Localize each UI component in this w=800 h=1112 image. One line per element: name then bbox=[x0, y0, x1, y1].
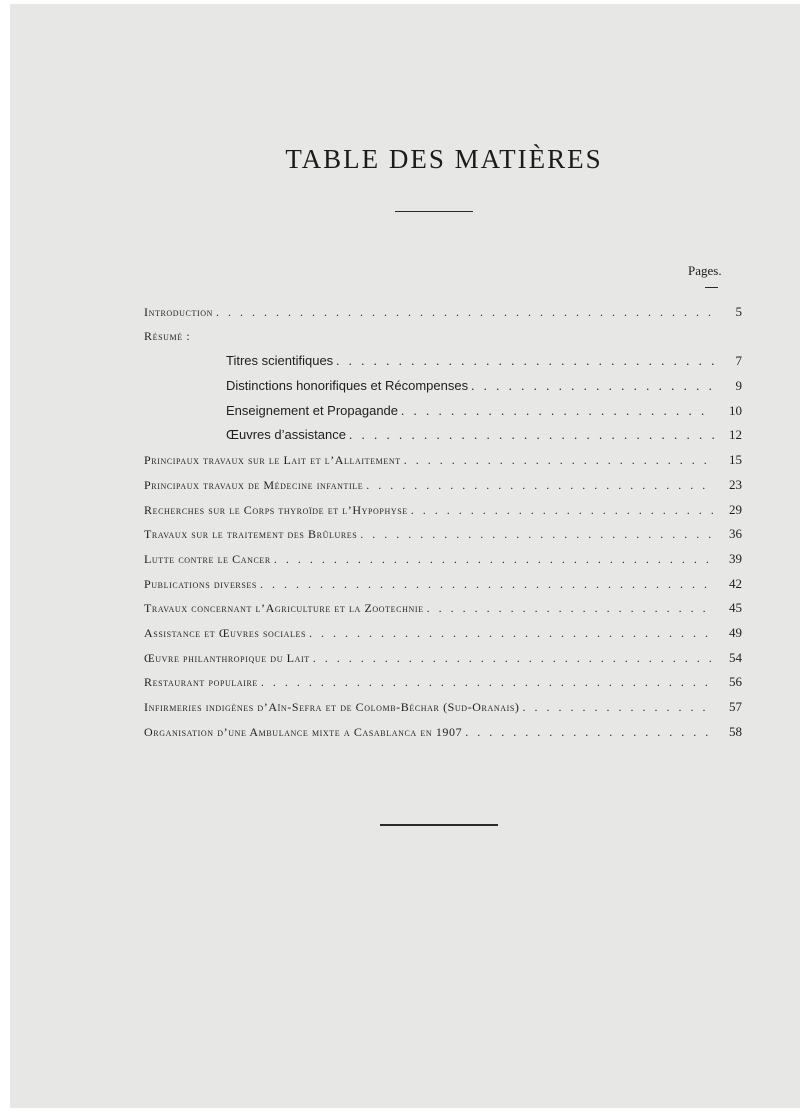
bottom-divider bbox=[380, 824, 498, 826]
dot-leader bbox=[465, 725, 714, 740]
dot-leader bbox=[313, 651, 714, 666]
toc-entry-label: Principaux travaux de Médecine infantile bbox=[144, 477, 364, 492]
toc-entry-distinctions[interactable] bbox=[144, 378, 742, 403]
toc-entry-page: 45 bbox=[729, 600, 742, 616]
dot-leader bbox=[360, 527, 714, 542]
dot-leader bbox=[216, 305, 714, 320]
toc-entry-page: 58 bbox=[729, 723, 742, 739]
toc-entry-label: Assistance et Œuvres sociales bbox=[144, 625, 306, 640]
toc-entry-page: 36 bbox=[729, 526, 742, 542]
toc-entry-label: Publications diverses bbox=[144, 576, 257, 591]
toc-entry-page: 12 bbox=[729, 427, 742, 443]
toc-entry-page: 9 bbox=[735, 378, 742, 394]
toc-entry-page: 29 bbox=[729, 501, 742, 517]
table-of-contents bbox=[144, 304, 742, 748]
title-divider bbox=[395, 211, 473, 212]
dot-leader bbox=[261, 675, 714, 690]
toc-entry-label: Infirmeries indigènes d’Aïn-Sefra et de Colomb-Béchar (Sud-Oranais) bbox=[144, 700, 520, 714]
toc-entry-restaurant[interactable] bbox=[144, 674, 742, 699]
toc-entry-page: 39 bbox=[729, 550, 742, 566]
dot-leader bbox=[336, 353, 714, 369]
toc-entry-brulures[interactable] bbox=[144, 526, 742, 551]
toc-entry-label: Principaux travaux sur le Lait et l’Allaitement bbox=[144, 453, 401, 468]
toc-entry-label: Travaux concernant l’Agriculture et la Zootechnie bbox=[144, 601, 424, 616]
dot-leader bbox=[260, 577, 714, 592]
toc-entry-medecine-infantile[interactable] bbox=[144, 477, 742, 502]
dot-leader bbox=[401, 403, 714, 419]
toc-entry-page: 7 bbox=[735, 353, 742, 369]
toc-entry-lait-allaitement[interactable] bbox=[144, 452, 742, 477]
dot-leader bbox=[366, 478, 714, 493]
pages-header-underline bbox=[705, 287, 718, 288]
toc-entry-titres-scientifiques[interactable] bbox=[144, 353, 742, 378]
toc-entry-label: Œuvres d’assistance bbox=[226, 427, 346, 443]
toc-entry-label: Organisation d’une Ambulance mixte a Casablanca en 1907 bbox=[144, 724, 463, 739]
toc-entry-enseignement[interactable] bbox=[144, 403, 742, 428]
toc-entry-label: Titres scientifiques bbox=[226, 353, 334, 369]
toc-entry-page: 57 bbox=[729, 699, 742, 714]
dot-leader bbox=[411, 503, 714, 518]
toc-entry-cancer[interactable] bbox=[144, 551, 742, 576]
toc-entry-page: 54 bbox=[729, 649, 742, 665]
toc-entry-page: 56 bbox=[729, 674, 742, 690]
toc-entry-introduction[interactable] bbox=[144, 304, 742, 329]
toc-entry-oeuvre-lait[interactable] bbox=[144, 650, 742, 675]
toc-entry-page: 10 bbox=[729, 402, 742, 418]
toc-entry-oeuvres-assistance[interactable] bbox=[144, 427, 742, 452]
dot-leader bbox=[427, 601, 714, 616]
toc-entry-label: Résumé : bbox=[144, 328, 191, 343]
toc-entry-label: Distinctions honorifiques et Récompenses bbox=[226, 378, 469, 394]
toc-entry-page: 5 bbox=[735, 304, 742, 319]
dot-leader bbox=[471, 378, 714, 394]
pages-column-header: Pages. bbox=[688, 263, 722, 278]
toc-entry-label: Introduction bbox=[144, 305, 213, 319]
dot-leader bbox=[274, 552, 714, 567]
toc-entry-label: Lutte contre le Cancer bbox=[144, 551, 271, 566]
dot-leader bbox=[309, 626, 714, 641]
toc-entry-label: Restaurant populaire bbox=[144, 675, 258, 690]
toc-entry-label: Œuvre philanthropique du Lait bbox=[144, 650, 310, 665]
toc-entry-page: 42 bbox=[729, 575, 742, 591]
dot-leader bbox=[523, 700, 714, 715]
dot-leader bbox=[349, 427, 714, 443]
toc-entry-label: Travaux sur le traitement des Brûlures bbox=[144, 527, 358, 542]
toc-entry-page: 15 bbox=[729, 452, 742, 468]
dot-leader bbox=[404, 453, 714, 468]
toc-section-resume bbox=[144, 329, 742, 354]
toc-entry-label: Enseignement et Propagande bbox=[226, 402, 399, 418]
toc-entry-publications[interactable] bbox=[144, 576, 742, 601]
toc-entry-ambulance[interactable] bbox=[144, 724, 742, 749]
toc-entry-label: Recherches sur le Corps thyroïde et l’Hypophyse bbox=[144, 502, 408, 517]
toc-entry-page: 49 bbox=[729, 624, 742, 640]
toc-entry-page: 23 bbox=[729, 476, 742, 492]
toc-entry-agriculture[interactable] bbox=[144, 600, 742, 625]
toc-entry-corps-thyroide[interactable] bbox=[144, 502, 742, 527]
toc-entry-infirmeries[interactable] bbox=[144, 699, 742, 724]
toc-entry-assistance-sociales[interactable] bbox=[144, 625, 742, 650]
document-page bbox=[10, 4, 800, 1108]
page-title: TABLE DES MATIÈRES bbox=[285, 144, 603, 174]
